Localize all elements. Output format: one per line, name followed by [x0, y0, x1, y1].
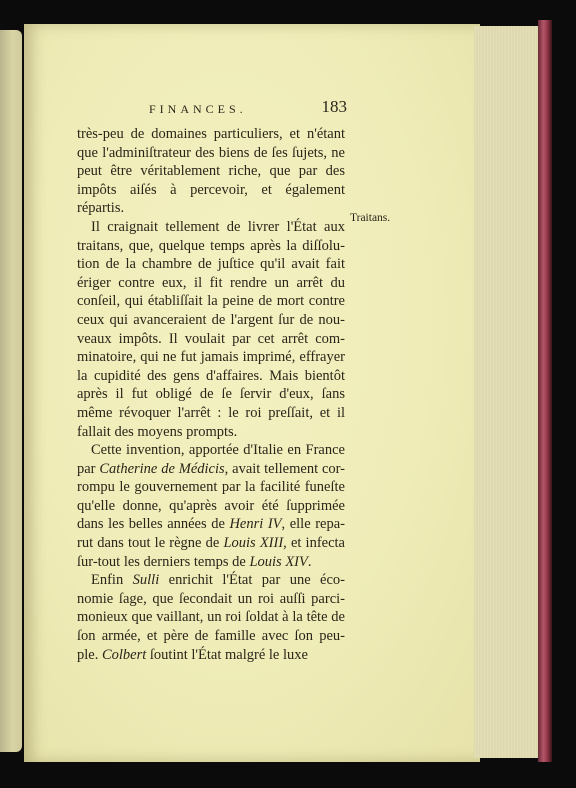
text-run: Cette invention, apportée d'Italie en France par [77, 442, 345, 477]
page-stack-edge [474, 26, 538, 758]
text-run: enrichit l'État par une éco-nomie ſage, que ſecondait un roi auſſi parci-monieux que vaillant, un roi ſoldat à la tête de ſon armée, et père de famille avec ſon peu-ple. [77, 572, 345, 663]
text-run: Enfin [91, 572, 133, 589]
text-run: très-peu de domaines particuliers, et n'étant que l'adminiſtrateur des biens de ſes ſujets, ne peut être véritablement riche, que par des impôts aiſés à percevoir, et également répartis. [77, 126, 345, 217]
page-number: 183 [321, 97, 347, 116]
marginal-note: Traitans. [350, 212, 391, 224]
italic-text: Henri IV [229, 516, 282, 533]
italic-text: Sulli [132, 572, 160, 589]
text-run: Il craignait tellement de livrer l'État aux traitans, que, quelque temps après la diſſolu-tion de la chambre de juſtice qu'il avait fait ériger contre eux, il fit rendre un arrêt du conſeil, qui établiſſait la peine de mort contre ceux qui avanceraient de l'argent ſur de nou-veaux impôts. Il voulait par cet arrêt com-minatoire, qui ne fut jamais imprimé, effrayer la cupidité des gens d'affaires. Mais bientôt après il fut obligé de ſe ſervir d'eux, ſans même révoquer l'arrêt : le roi preſſait, et il fallait des moyens prompts. [77, 218, 345, 440]
body-text [77, 125, 345, 664]
text-block [77, 95, 345, 664]
paragraph [77, 571, 345, 664]
text-run: ſoutint l'État malgré le luxe [146, 646, 308, 663]
book-cover-edge [538, 20, 552, 762]
italic-text: Louis XIII [223, 535, 284, 552]
text-run: , avait tellement cor-rompu le gouvernement par la facilité funeſte qu'elle donne, qu'après avoir été ſupprimée dans les belles années de [77, 460, 346, 533]
italic-text: Louis XIV [249, 553, 308, 570]
text-run: , elle repa-rut dans tout le règne de [77, 516, 345, 552]
italic-text: Colbert [101, 646, 147, 663]
italic-text: Catherine de Médicis [99, 460, 225, 477]
text-run: , et infecta ſur-tout les derniers temps de [77, 535, 345, 570]
paragraph [77, 125, 345, 218]
paragraph [77, 441, 345, 571]
text-run: . [307, 553, 312, 570]
section-title: FINANCES. [149, 102, 247, 116]
running-head [77, 95, 345, 117]
facing-page-edge [0, 30, 22, 752]
paragraph [77, 218, 345, 441]
